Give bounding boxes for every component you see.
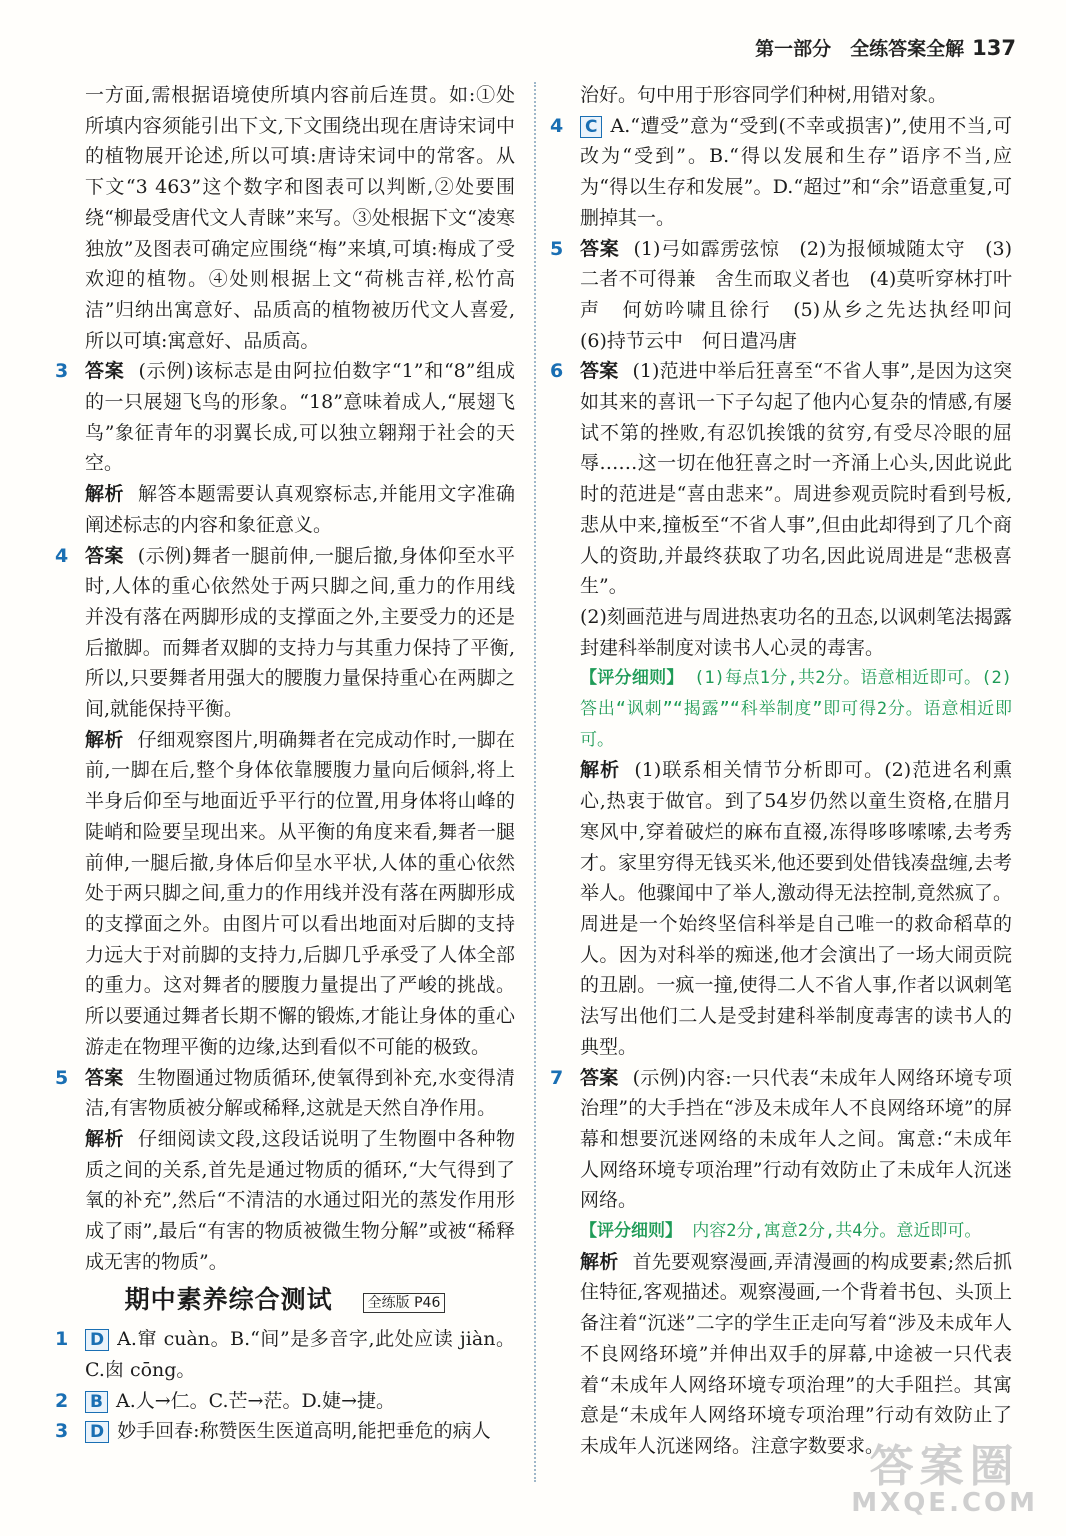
watermark-line2: MXQE.COM [851,1488,1038,1518]
section-heading [55,1285,515,1318]
midterm-question-1 [55,1324,515,1385]
rubric-label: 【评分细则】 [580,668,684,689]
rubric-label: 【评分细则】 [580,1221,682,1242]
section-page-tag: 全练版 P46 [363,1293,446,1313]
choice-badge: B [85,1391,108,1413]
analysis-label: 解析 [85,728,124,751]
analysis-label: 解析 [85,1127,125,1150]
analysis-text: 仔细观察图片,明确舞者在完成动作时,一脚在前,一脚在后,整个身体依靠腰腹力量向后倾斜,将上半身后仰至与地面近乎平行的位置,用身体将山峰的陡峭和险要呈现出来。从平衡的角度来看,舞者一腿前伸,一腿后撤,身体后仰呈水平状,人体的重心依然处于两只脚之间,重力的作用线并没有落在两脚形成的支撑面之外。由图片可以看出地面对后脚的支持力远大于对前脚的支持力,后脚几乎承受了人体全部的重力。这对舞者的腰腹力量提出了严峻的挑战。所以要通过舞者长期不懈的锻炼,才能让身体的重心游走在物理平衡的边缘,达到看似不可能的极致。 [85,728,515,1058]
midterm-question-6 [550,356,1012,1062]
right-column [550,80,1032,1462]
question-number: 1 [55,1328,69,1351]
answer-text: (示例)该标志是由阿拉伯数字“1”和“8”组成的一只展翅飞鸟的形象。“18”意味着成人,“展翅飞鸟”象征青年的羽翼长成,可以独立翱翔于社会的天空。 [85,360,515,475]
question-number: 4 [550,114,564,137]
midterm-question-4 [550,111,1012,234]
question-3 [55,356,515,540]
question-number: 3 [55,1420,69,1443]
page-header [755,34,1016,61]
answer-text: (示例)内容:一只代表“未成年人网络环境专项治理”的大手挡在“涉及未成年人不良网络环境”的屏幕和想要沉迷网络的未成年人之间。寓意:“未成年人网络环境专项治理”行动有效防止了未成年人沉迷网络。 [580,1066,1012,1212]
rubric-text: (1)每点1分,共2分。语意相近即可。(2)答出“讽刺”“揭露”“科举制度”即可得2分。语意相近即可。 [580,668,1012,750]
question-number: 5 [55,1066,69,1089]
question-5 [55,1063,515,1278]
answer-text: A.窜 cuàn。B.“间”是多音字,此处应读 jiàn。C.囱 cōng。 [85,1328,515,1381]
q2-continuation: 一方面,需根据语境使所填内容前后连贯。如:①处所填内容须能引出下文,下文围绕出现在唐诗宋词中的植物展开论述,所以可填:唐诗宋词中的常客。从下文“3 463”这个数字和图表可以判断,②处要围绕“柳最受唐代文人青睐”来写。③处根据下文“凌寒独放”及图表可确定应围绕“梅”来填,可填:梅成了受欢迎的植物。④处则根据上文“荷桃吉祥,松竹高洁”归纳出寓意好、品质高的植物被历代文人喜爱,所以可填:寓意好、品质高。 [85,84,515,352]
question-4 [55,541,515,1063]
answer-label: 答案 [580,360,619,383]
choice-badge: D [85,1421,109,1443]
answer-label: 答案 [85,360,125,383]
watermark-line1: 答案圈 [869,1441,1020,1492]
watermark [851,1430,1038,1518]
midterm-question-5 [550,234,1032,357]
answer-text: 妙手回春:称赞医生医道高明,能把垂危的病人 [117,1420,491,1443]
analysis-text: 首先要观察漫画,弄清漫画的构成要素;然后抓住特征,客观描述。观察漫画,一个背着书包、头顶上备注着“沉迷”二字的学生正走向写着“涉及未成年人不良网络环境”并伸出双手的屏幕,中途被一只代表着“未成年人网络环境专项治理”的大手阻拦。其寓意是“未成年人网络环境专项治理”行动有效防止了未成年人沉迷网络。注意字数要求。 [580,1250,1012,1457]
question-number: 4 [55,544,69,567]
column-divider [534,82,536,1482]
section-title: 期中素养综合测试 [124,1285,333,1315]
answer-text: (1)弓如霹雳弦惊 (2)为报倾城随太守 (3)二者不可得兼 舍生而取义者也 (4)莫听穿林打叶声 何妨吟啸且徐行 (5)从乡之先达执经叩问 (6)持节云中 何日遣冯唐 [580,237,1032,352]
question-number: 2 [55,1389,69,1412]
answer-text: (示例)舞者一腿前伸,一腿后撤,身体仰至水平时,人体的重心依然处于两只脚之间,重力的作用线并没有落在两脚形成的支撑面之外,主要受力的还是后撤脚。而舞者双脚的支持力与其重力保持了平衡,所以,只要舞者用强大的腰腹力量保持重心在两脚之间,就能保持平衡。 [85,544,515,721]
analysis-text: 仔细阅读文段,这段话说明了生物圈中各种物质之间的关系,首先是通过物质的循环,“大气得到了氧的补充”,然后“不清洁的水通过阳光的蒸发作用形成了雨”,最后“有害的物质被微生物分解”或被“稀释成无害的物质”。 [85,1127,515,1273]
question-number: 7 [550,1066,564,1089]
answer-label: 答案 [85,1066,124,1089]
question-number: 5 [550,237,564,260]
answer-label: 答案 [85,544,124,567]
page-number: 137 [972,36,1016,60]
analysis-label: 解析 [580,1250,619,1273]
answer-label: 答案 [580,237,620,260]
analysis-label: 解析 [85,483,125,506]
midterm-question-3 [55,1416,515,1447]
m3-continuation: 治好。句中用于形容同学们种树,用错对象。 [580,84,948,106]
answer-text: A.人→仁。C.芒→茫。D.婕→捷。 [115,1389,395,1412]
answer-text: 生物圈通过物质循环,使氧得到补充,水变得清洁,有害物质被分解或稀释,这就是天然自净作用。 [85,1066,515,1120]
choice-badge: D [85,1329,109,1351]
answer-text: (1)范进中举后狂喜至“不省人事”,是因为这突如其来的喜讯一下子勾起了他内心复杂的情感,有屡试不第的挫败,有忍饥挨饿的贫穷,有受尽冷眼的屈辱……这一切在他狂喜之时一齐涌上心头,因此说此时的范进是“喜由悲来”。周进参观贡院时看到号板,悲从中来,撞板至“不省人事”,但由此却得到了几个商人的资助,并最终获取了功名,因此说周进是“悲极喜生”。 [580,360,1012,598]
midterm-question-2 [55,1386,515,1417]
analysis-label: 解析 [580,759,621,782]
question-number: 6 [550,360,564,383]
header-title: 第一部分 全练答案全解 [755,38,965,60]
left-column [55,80,515,1447]
rubric-text: 内容2分,寓意2分,共4分。意近即可。 [692,1221,982,1242]
analysis-text: 解答本题需要认真观察标志,并能用文字准确阐述标志的内容和象征意义。 [85,483,515,536]
question-number: 3 [55,360,69,383]
analysis-text: (1)联系相关情节分析即可。(2)范进名利熏心,热衷于做官。到了54岁仍然以童生资格,在腊月寒风中,穿着破烂的麻布直裰,冻得哆哆嗦嗦,去考秀才。家里穷得无钱买米,他还要到处借钱凑盘缠,去考举人。他骤闻中了举人,激动得无法控制,竟然疯了。周进是一个始终坚信科举是自己唯一的救命稻草的人。因为对科举的痴迷,他才会演出了一场大闹贡院的丑剧。一疯一撞,使得二人不省人事,作者以讽刺笔法写出他们二人是受封建科举制度毒害的读书人的典型。 [580,759,1012,1058]
midterm-question-7 [550,1063,1012,1462]
choice-badge: C [580,116,602,138]
answer-label: 答案 [580,1066,619,1089]
answer-text: A.“遭受”意为“受到(不幸或损害)”,使用不当,可改为“受到”。B.“得以发展和生存”语序不当,应为“得以生存和发展”。D.“超过”和“余”语意重复,可删掉其一。 [580,114,1012,229]
answer-part-2: (2)刻画范进与周进热衷功名的丑态,以讽刺笔法揭露封建科举制度对读书人心灵的毒害。 [580,605,1012,659]
